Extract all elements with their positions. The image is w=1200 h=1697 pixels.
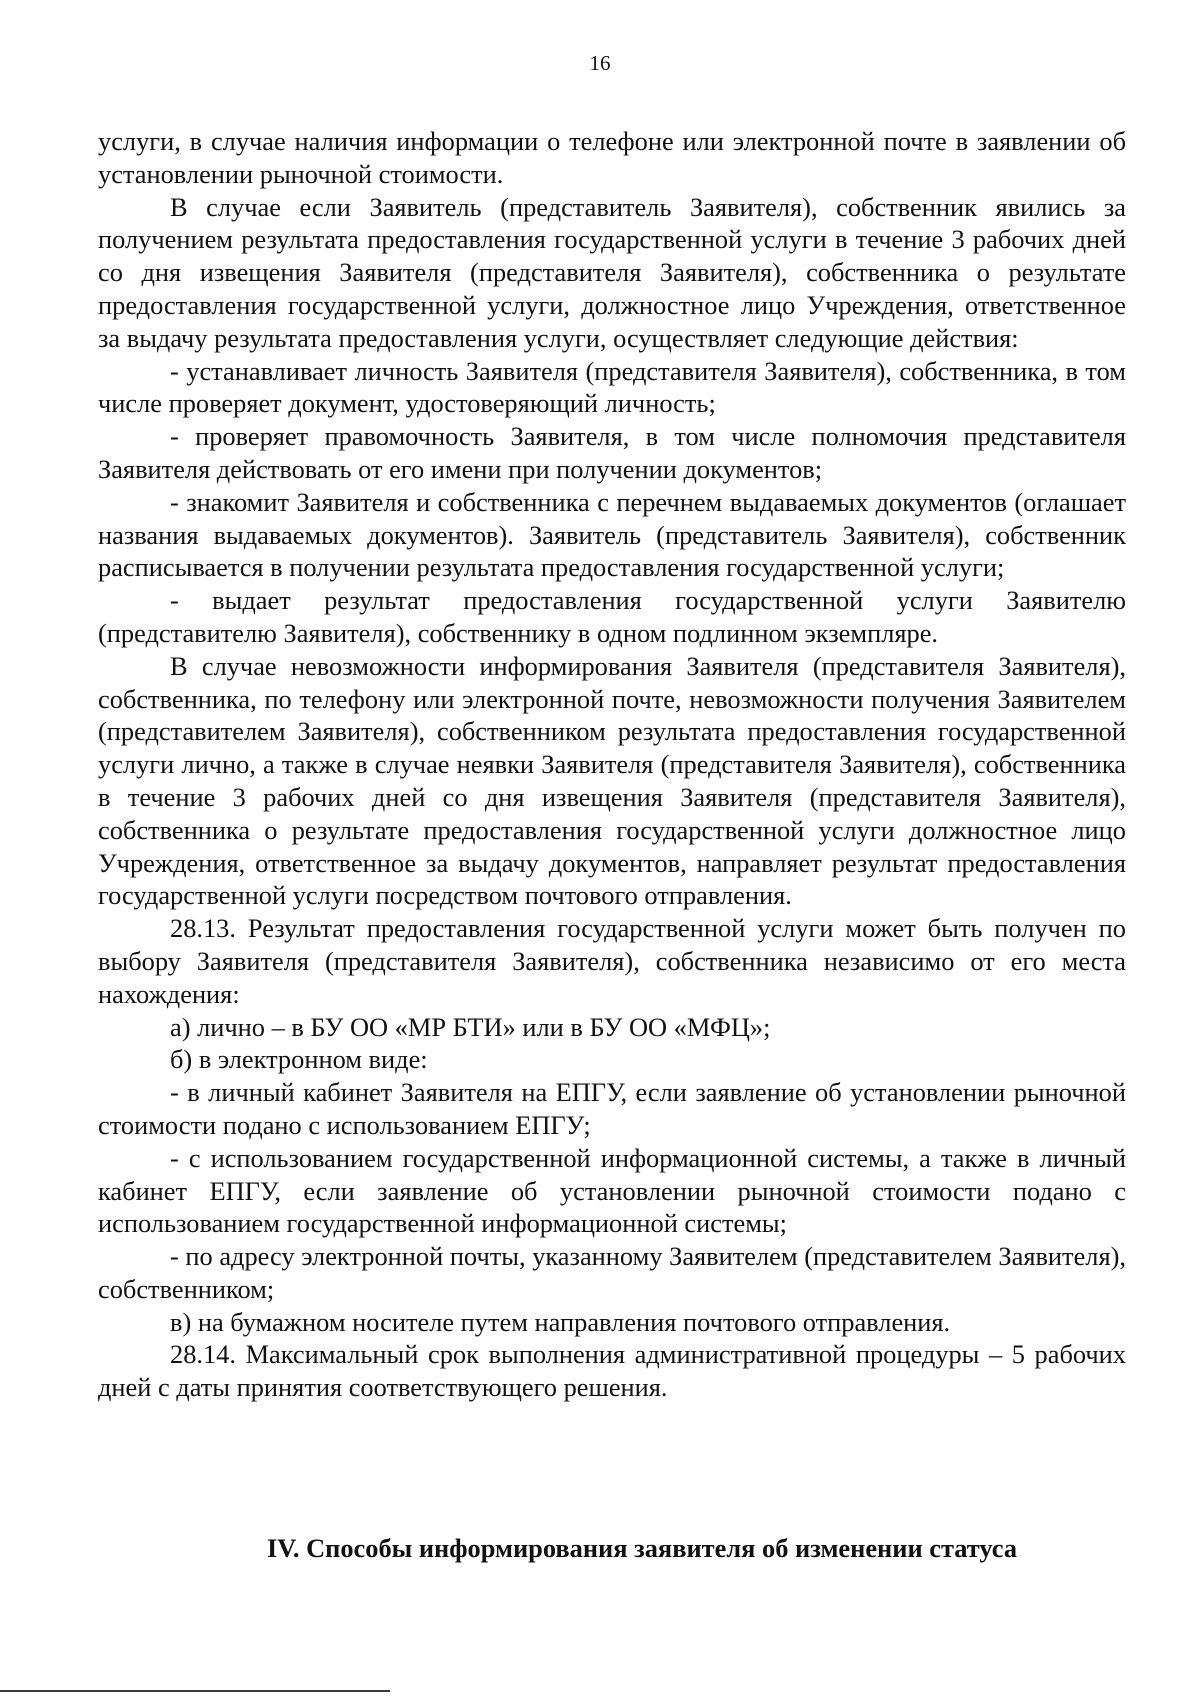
- list-item-issue-result: - выдает результат предоставления государственной услуги Заявителю (представителю Заявителя), собственнику в одном подлинном экземпляре.: [98, 585, 1126, 648]
- list-item-authority-check: - проверяет правомочность Заявителя, в том числе полномочия представителя Заявителя действовать от его имени при получении документов;: [98, 421, 1126, 484]
- paragraph-28-14: 28.14. Максимальный срок выполнения административной процедуры – 5 рабочих дней с даты принятия соответствующего решения.: [98, 1339, 1126, 1403]
- document-body: [98, 125, 1126, 1404]
- paragraph-receipt-in-person: В случае если Заявитель (представитель Заявителя), собственник явились за получением результата предоставления государственной услуги в течение 3 рабочих дней со дня извещения Заявителя (представителя Заявителя), собственника о результате предоставления государственной услуги, должностное лицо Учреждения, ответственное за выдачу результата предоставления услуги, осуществляет следующие действия:: [98, 191, 1126, 353]
- list-item-epgu-cabinet: - в личный кабинет Заявителя на ЕПГУ, если заявление об установлении рыночной стоимости подано с использованием ЕПГУ;: [98, 1077, 1126, 1140]
- list-item-in-person: а) лично – в БУ ОО «МР БТИ» или в БУ ОО «МФЦ»;: [170, 1011, 771, 1042]
- list-item-identity-check: - устанавливает личность Заявителя (представителя Заявителя), собственника, в том числе проверяет документ, удостоверяющий личность;: [98, 355, 1126, 419]
- page-number: 16: [589, 51, 611, 75]
- list-item-electronic: б) в электронном виде:: [170, 1044, 428, 1075]
- paragraph-continuation: услуги, в случае наличия информации о телефоне или электронной почте в заявлении об установлении рыночной стоимости.: [98, 126, 1126, 189]
- section-heading: IV. Способы информирования заявителя об изменении статуса: [266, 1533, 1018, 1563]
- list-item-paper: в) на бумажном носителе путем направления почтового отправления.: [170, 1306, 951, 1337]
- list-item-state-info-system: - с использованием государственной информационной системы, а также в личный кабинет ЕПГУ, если заявление об установлении рыночной стоимости подано с использованием государственной информационной системы;: [98, 1142, 1126, 1239]
- list-item-documents-acquaint: - знакомит Заявителя и собственника с перечнем выдаваемых документов (оглашает названия выдаваемых документов). Заявитель (представитель Заявителя), собственник расписывается в получении результата предоставления государственной услуги;: [98, 486, 1126, 583]
- list-item-email: - по адресу электронной почты, указанному Заявителем (представителем Заявителя), собственником;: [98, 1241, 1126, 1304]
- scan-edge-line: [0, 1690, 390, 1692]
- paragraph-28-13: 28.13. Результат предоставления государственной услуги может быть получен по выбору Заявителя (представителя Заявителя), собственника независимо от его места нахождения:: [98, 913, 1126, 1009]
- paragraph-postal-delivery: В случае невозможности информирования Заявителя (представителя Заявителя), собственника, по телефону или электронной почте, невозможности получения Заявителем (представителем Заявителя), собственником результата предоставления государственной услуги лично, а также в случае неявки Заявителя (представителя Заявителя), собственника в течение 3 рабочих дней со дня извещения Заявителя (представителя Заявителя), собственника о результате предоставления государственной услуги должностное лицо Учреждения, ответственное за выдачу документов, направляет результат предоставления государственной услуги посредством почтового отправления.: [98, 650, 1126, 911]
